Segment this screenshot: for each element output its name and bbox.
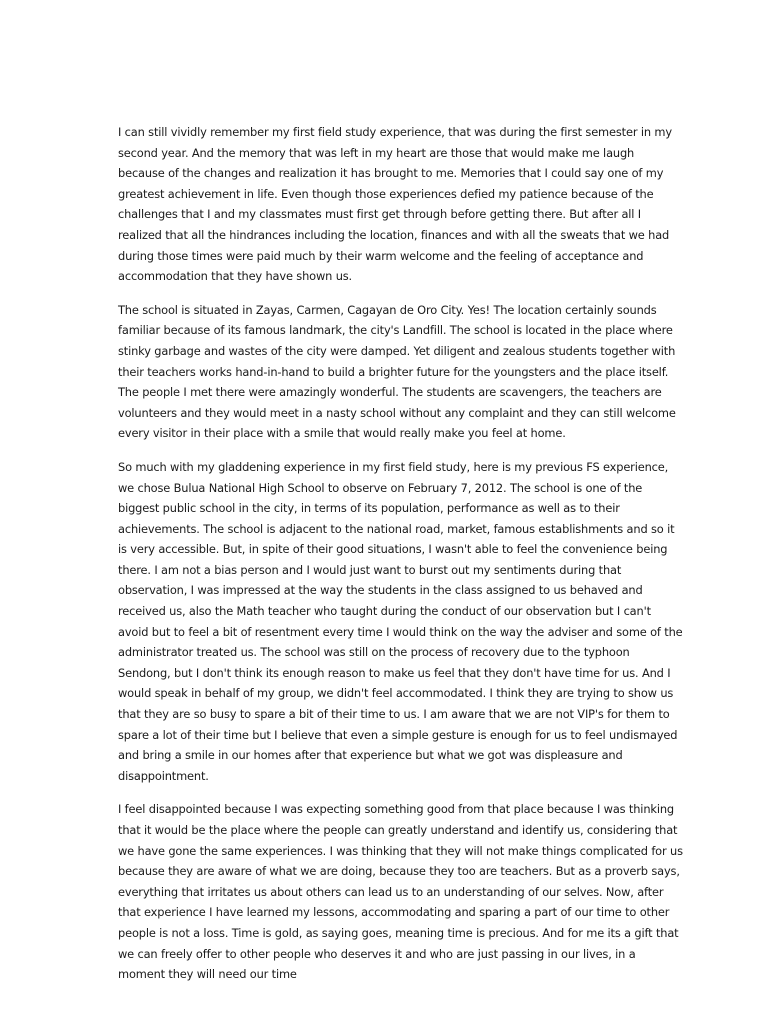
- paragraph: I feel disappointed because I was expecting something good from that place because I was thinking that it would be the place where the people can greatly understand and identify us, considering that we have gone the same experiences. I was thinking that they will not make things complicated for us because they are aware of what we are doing, because they too are teachers. But as a proverb says, everything that irritates us about others can lead us to an understanding of our selves. Now, after that experience I have learned my lessons, accommodating and sparing a part of our time to other people is not a loss. Time is gold, as saying goes, meaning time is precious. And for me its a gift that we can freely offer to other people who deserves it and who are just passing in our lives, in a moment they will need our time: [118, 802, 683, 982]
- paragraph: So much with my gladdening experience in my first field study, here is my previous FS experience, we chose Bulua National High School to observe on February 7, 2012. The school is one of the biggest public school in the city, in terms of its population, performance as well as to their achievements. The school is adjacent to the national road, market, famous establishments and so it is very accessible. But, in spite of their good situations, I wasn't able to feel the convenience being there. I am not a bias person and I would just want to burst out my sentiments during that observation, I was impressed at the way the students in the class assigned to us behaved and received us, also the Math teacher who taught during the conduct of our observation but I can't avoid but to feel a bit of resentment every time I would think on the way the adviser and some of the administrator treated us. The school was still on the process of recovery due to the typhoon Sendong, but I don't think its enough reason to make us feel that they don't have time for us. And I would speak in behalf of my group, we didn't feel accommodated. I think they are trying to show us that they are so busy to spare a bit of their time to us. I am aware that we are not VIP's for them to spare a lot of their time but I believe that even a simple gesture is enough for us to feel undismayed and bring a smile in our homes after that experience but what we got was displeasure and disappointment.: [118, 459, 683, 783]
- document-body: [118, 122, 684, 985]
- paragraph: The school is situated in Zayas, Carmen, Cagayan de Oro City. Yes! The location certainly sounds familiar because of its famous landmark, the city's Landfill. The school is located in the place where stinky garbage and wastes of the city were damped. Yet diligent and zealous students together with their teachers works hand-in-hand to build a brighter future for the youngsters and the place itself. The people I met there were amazingly wonderful. The students are scavengers, the teachers are volunteers and they would meet in a nasty school without any complaint and they can still welcome every visitor in their place with a smile that would really make you feel at home.: [118, 302, 676, 441]
- paragraph: I can still vividly remember my first field study experience, that was during the first semester in my second year. And the memory that was left in my heart are those that would make me laugh because of the changes and realization it has brought to me. Memories that I could say one of my greatest achievement in life. Even though those experiences defied my patience because of the challenges that I and my classmates must first get through before getting there. But after all I realized that all the hindrances including the location, finances and with all the sweats that we had during those times were paid much by their warm welcome and the feeling of acceptance and accommodation that they have shown us.: [118, 125, 672, 284]
